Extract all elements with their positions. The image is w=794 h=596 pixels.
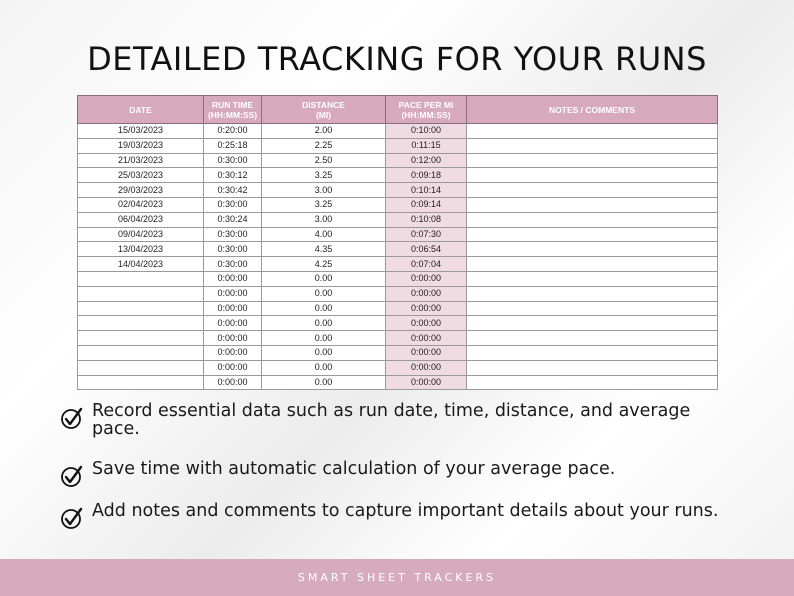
- cell-notes[interactable]: [467, 138, 718, 153]
- cell-distance[interactable]: 0.00: [262, 375, 386, 390]
- cell-distance[interactable]: 0.00: [262, 301, 386, 316]
- cell-run-time[interactable]: 0:30:42: [204, 183, 262, 198]
- feature-text: Add notes and comments to capture important details about your runs.: [92, 501, 719, 521]
- cell-pace[interactable]: 0:06:54: [386, 242, 467, 257]
- cell-date[interactable]: 25/03/2023: [78, 168, 204, 183]
- cell-date[interactable]: 15/03/2023: [78, 124, 204, 139]
- cell-run-time[interactable]: 0:00:00: [204, 301, 262, 316]
- cell-date[interactable]: 06/04/2023: [78, 212, 204, 227]
- cell-run-time[interactable]: 0:20:00: [204, 124, 262, 139]
- cell-notes[interactable]: [467, 124, 718, 139]
- cell-distance[interactable]: 3.00: [262, 183, 386, 198]
- cell-pace[interactable]: 0:10:14: [386, 183, 467, 198]
- header-run-time: RUN TIME (HH:MM:SS): [204, 96, 262, 124]
- cell-run-time[interactable]: 0:25:18: [204, 138, 262, 153]
- cell-notes[interactable]: [467, 242, 718, 257]
- cell-pace[interactable]: 0:00:00: [386, 360, 467, 375]
- cell-distance[interactable]: 3.00: [262, 212, 386, 227]
- cell-distance[interactable]: 0.00: [262, 286, 386, 301]
- cell-pace[interactable]: 0:00:00: [386, 331, 467, 346]
- cell-date[interactable]: 09/04/2023: [78, 227, 204, 242]
- cell-notes[interactable]: [467, 331, 718, 346]
- cell-pace[interactable]: 0:00:00: [386, 301, 467, 316]
- cell-date[interactable]: 13/04/2023: [78, 242, 204, 257]
- table-row: [78, 286, 718, 301]
- cell-date[interactable]: [78, 316, 204, 331]
- cell-date[interactable]: 21/03/2023: [78, 153, 204, 168]
- table-row: [78, 242, 718, 257]
- run-tracking-table: [77, 95, 718, 390]
- cell-pace[interactable]: 0:11:15: [386, 138, 467, 153]
- table-row: [78, 360, 718, 375]
- cell-notes[interactable]: [467, 197, 718, 212]
- cell-date[interactable]: 14/04/2023: [78, 257, 204, 272]
- cell-distance[interactable]: 2.00: [262, 124, 386, 139]
- cell-pace[interactable]: 0:00:00: [386, 345, 467, 360]
- cell-pace[interactable]: 0:07:04: [386, 257, 467, 272]
- cell-pace[interactable]: 0:07:30: [386, 227, 467, 242]
- cell-pace[interactable]: 0:10:08: [386, 212, 467, 227]
- table-row: [78, 375, 718, 390]
- cell-notes[interactable]: [467, 153, 718, 168]
- table-row: [78, 138, 718, 153]
- cell-date[interactable]: [78, 345, 204, 360]
- cell-distance[interactable]: 0.00: [262, 316, 386, 331]
- cell-notes[interactable]: [467, 212, 718, 227]
- checkmark-circle-icon: [60, 406, 82, 428]
- table-row: [78, 345, 718, 360]
- cell-pace[interactable]: 0:00:00: [386, 375, 467, 390]
- cell-notes[interactable]: [467, 271, 718, 286]
- cell-date[interactable]: 19/03/2023: [78, 138, 204, 153]
- cell-notes[interactable]: [467, 227, 718, 242]
- cell-distance[interactable]: 2.25: [262, 138, 386, 153]
- table-row: [78, 316, 718, 331]
- cell-distance[interactable]: 0.00: [262, 271, 386, 286]
- page-title: DETAILED TRACKING FOR YOUR RUNS: [87, 40, 707, 78]
- cell-run-time[interactable]: 0:00:00: [204, 345, 262, 360]
- header-date: DATE: [78, 96, 204, 124]
- table-row: [78, 168, 718, 183]
- checkmark-circle-icon: [60, 506, 82, 528]
- cell-distance[interactable]: 4.00: [262, 227, 386, 242]
- checkmark-circle-icon: [60, 464, 82, 486]
- cell-notes[interactable]: [467, 375, 718, 390]
- table-row: [78, 301, 718, 316]
- cell-run-time[interactable]: 0:30:00: [204, 227, 262, 242]
- header-pace: PACE PER MI (HH:MM:SS): [386, 96, 467, 124]
- table-row: [78, 197, 718, 212]
- cell-notes[interactable]: [467, 360, 718, 375]
- cell-run-time[interactable]: 0:30:12: [204, 168, 262, 183]
- cell-pace[interactable]: 0:09:18: [386, 168, 467, 183]
- table-row: [78, 212, 718, 227]
- cell-notes[interactable]: [467, 301, 718, 316]
- header-distance: DISTANCE (MI): [262, 96, 386, 124]
- cell-date[interactable]: [78, 286, 204, 301]
- header-notes: NOTES / COMMENTS: [467, 96, 718, 124]
- cell-pace[interactable]: 0:00:00: [386, 271, 467, 286]
- table-row: [78, 331, 718, 346]
- cell-notes[interactable]: [467, 257, 718, 272]
- cell-run-time[interactable]: 0:30:00: [204, 197, 262, 212]
- cell-run-time[interactable]: 0:30:00: [204, 257, 262, 272]
- cell-run-time[interactable]: 0:00:00: [204, 331, 262, 346]
- cell-date[interactable]: [78, 331, 204, 346]
- cell-run-time[interactable]: 0:00:00: [204, 375, 262, 390]
- cell-run-time[interactable]: 0:00:00: [204, 286, 262, 301]
- feature-text: Save time with automatic calculation of your average pace.: [92, 459, 616, 479]
- cell-pace[interactable]: 0:09:14: [386, 197, 467, 212]
- cell-notes[interactable]: [467, 286, 718, 301]
- table-header-row: [78, 96, 718, 124]
- cell-pace[interactable]: 0:10:00: [386, 124, 467, 139]
- feature-text: Record essential data such as run date, time, distance, and average pace.: [92, 401, 691, 439]
- cell-date[interactable]: [78, 360, 204, 375]
- table-row: [78, 183, 718, 198]
- cell-distance[interactable]: 4.35: [262, 242, 386, 257]
- table-row: [78, 124, 718, 139]
- cell-pace[interactable]: 0:00:00: [386, 286, 467, 301]
- cell-date[interactable]: [78, 375, 204, 390]
- cell-date[interactable]: [78, 271, 204, 286]
- cell-date[interactable]: [78, 301, 204, 316]
- cell-distance[interactable]: 2.50: [262, 153, 386, 168]
- cell-notes[interactable]: [467, 345, 718, 360]
- cell-pace[interactable]: 0:00:00: [386, 316, 467, 331]
- table-row: [78, 153, 718, 168]
- footer-brand: SMART SHEET TRACKERS: [0, 559, 794, 596]
- cell-distance[interactable]: 0.00: [262, 345, 386, 360]
- table-row: [78, 257, 718, 272]
- cell-distance[interactable]: 3.25: [262, 168, 386, 183]
- cell-date[interactable]: 02/04/2023: [78, 197, 204, 212]
- cell-run-time[interactable]: 0:30:24: [204, 212, 262, 227]
- cell-notes[interactable]: [467, 168, 718, 183]
- cell-run-time[interactable]: 0:30:00: [204, 242, 262, 257]
- cell-distance[interactable]: 4.25: [262, 257, 386, 272]
- cell-notes[interactable]: [467, 316, 718, 331]
- cell-run-time[interactable]: 0:00:00: [204, 271, 262, 286]
- cell-run-time[interactable]: 0:30:00: [204, 153, 262, 168]
- cell-distance[interactable]: 0.00: [262, 360, 386, 375]
- cell-pace[interactable]: 0:12:00: [386, 153, 467, 168]
- cell-run-time[interactable]: 0:00:00: [204, 360, 262, 375]
- table-row: [78, 227, 718, 242]
- cell-run-time[interactable]: 0:00:00: [204, 316, 262, 331]
- cell-notes[interactable]: [467, 183, 718, 198]
- cell-distance[interactable]: 0.00: [262, 331, 386, 346]
- table-row: [78, 271, 718, 286]
- cell-distance[interactable]: 3.25: [262, 197, 386, 212]
- cell-date[interactable]: 29/03/2023: [78, 183, 204, 198]
